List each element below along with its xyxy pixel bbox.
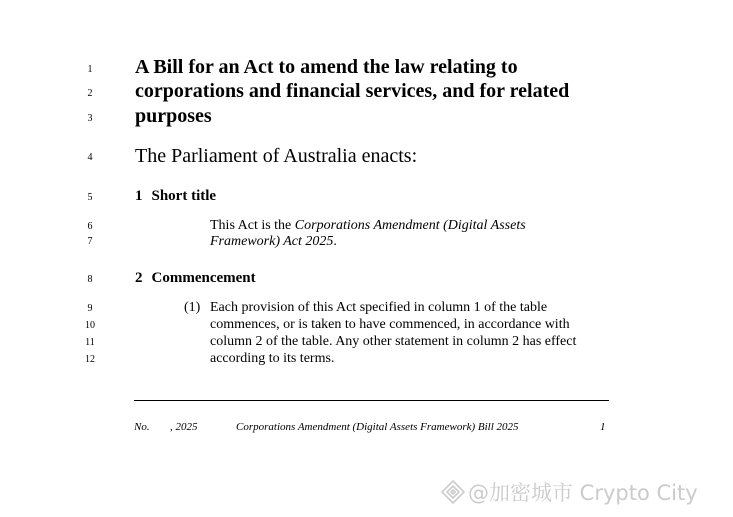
section-heading: [135, 187, 216, 205]
line-number: 11: [85, 337, 95, 348]
section-text-line: column 2 of the table. Any other statement in column 2 has effect: [210, 334, 577, 349]
section-number: 2: [135, 270, 143, 286]
act-name-italic: Corporations Amendment (Digital Assets: [294, 218, 526, 233]
bill-title-line: A Bill for an Act to amend the law relating to: [135, 56, 518, 78]
act-name-italic: Framework) Act 2025: [210, 234, 334, 249]
text-plain: .: [333, 234, 337, 249]
enacting-words: The Parliament of Australia enacts:: [135, 145, 418, 167]
text-plain: This Act is the: [210, 218, 295, 233]
line-number: 7: [87, 236, 93, 247]
section-number: 1: [135, 188, 143, 204]
watermark-text: @加密城市 Crypto City: [468, 481, 698, 505]
footer-year: , 2025: [170, 421, 198, 433]
bill-title-line: corporations and financial services, and for related: [135, 80, 570, 102]
footer-number-label: No.: [134, 421, 150, 433]
bill-title-line: purposes: [135, 105, 212, 127]
line-number: 8: [87, 274, 93, 285]
section-heading: [135, 269, 256, 287]
section-text-line: commences, or is taken to have commenced, in accordance with: [210, 317, 570, 332]
footer-rule: [134, 400, 609, 401]
section-text-line: [210, 217, 526, 234]
line-number: 4: [87, 152, 93, 163]
line-number: 3: [87, 113, 93, 124]
section-text-line: according to its terms.: [210, 351, 335, 366]
watermark: [440, 478, 698, 506]
section-title: Commencement: [151, 270, 256, 286]
section-text-line: Each provision of this Act specified in column 1 of the table: [210, 300, 548, 315]
subsection-number: (1): [184, 300, 201, 315]
line-number: 9: [87, 303, 93, 314]
footer-bill-name: Corporations Amendment (Digital Assets Framework) Bill 2025: [236, 421, 519, 433]
line-number: 12: [85, 354, 95, 365]
line-number: 6: [87, 221, 93, 232]
line-number: 10: [85, 320, 95, 331]
watermark-logo-icon: [440, 479, 466, 505]
line-number: 1: [87, 64, 93, 75]
section-text-line: [210, 233, 337, 250]
line-number: 2: [87, 88, 93, 99]
line-number: 5: [87, 192, 93, 203]
section-title: Short title: [151, 188, 217, 204]
footer-page-number: 1: [600, 421, 606, 433]
